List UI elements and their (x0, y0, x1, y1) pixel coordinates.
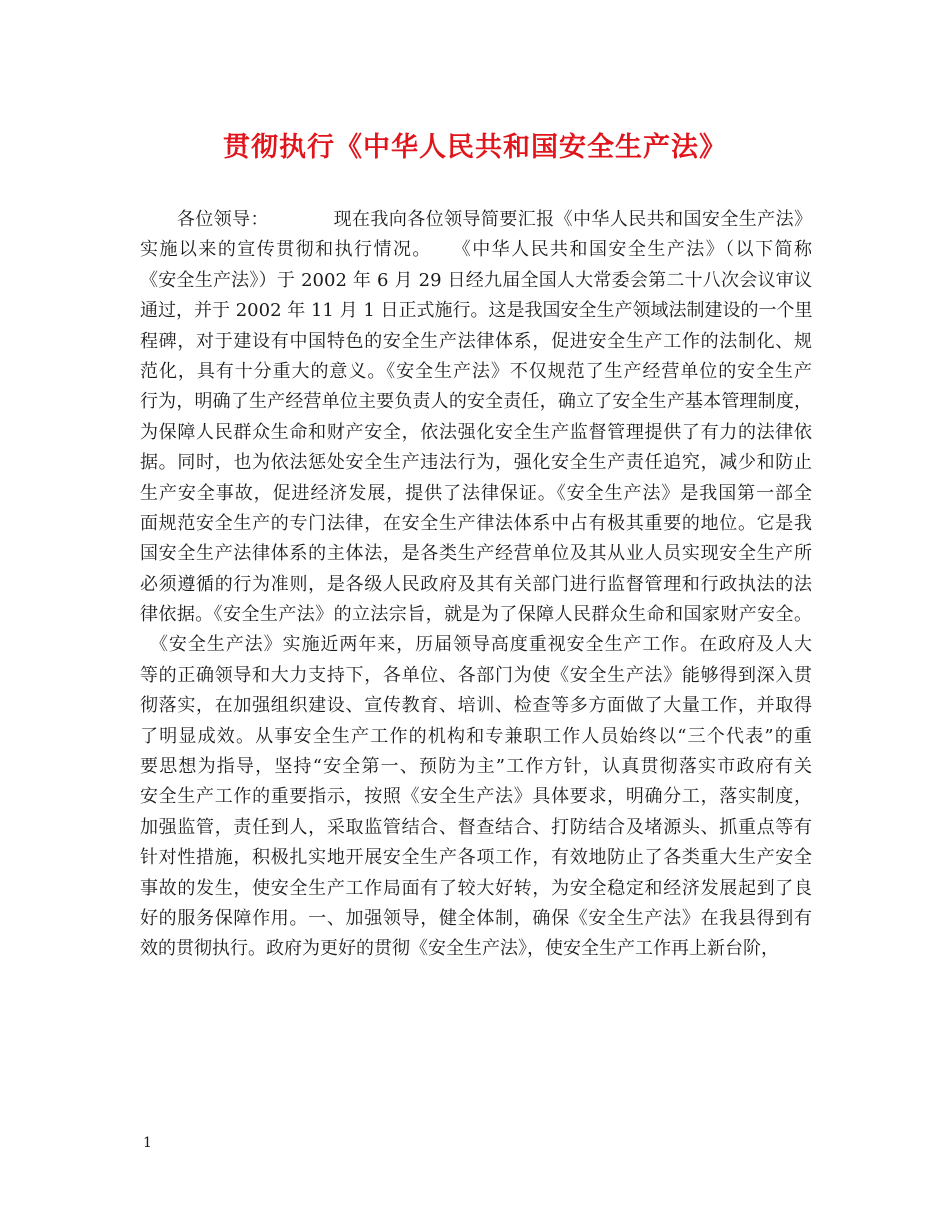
page-number: 1 (143, 1135, 152, 1151)
body-line: 为保障人民群众生命和财产安全，依法强化安全生产监督管理提供了有力的法律依 (140, 421, 812, 443)
body-line: 国安全生产法律体系的主体法，是各类生产经营单位及其从业人员实现安全生产所 (140, 543, 812, 565)
body-line: 事故的发生，使安全生产工作局面有了较大好转，为安全稳定和经济发展起到了良 (140, 877, 812, 899)
body-line: 据。同时，也为依法惩处安全生产违法行为，强化安全生产责任追究，减少和防止 (140, 452, 812, 474)
body-line: 通过，并于 2002 年 11 月 1 日正式施行。这是我国安全生产领域法制建设的一个里 (140, 300, 812, 322)
body-line: 行为，明确了生产经营单位主要负责人的安全责任，确立了安全生产基本管理制度， (140, 391, 812, 413)
body-line: 《安全生产法》）于 2002 年 6 月 29 日经九届全国人大常委会第二十八次会议审议 (140, 269, 812, 291)
body-line: 各位领导： 现在我向各位领导简要汇报《中华人民共和国安全生产法》 (140, 209, 812, 230)
body-line: 效的贯彻执行。政府为更好的贯彻《安全生产法》，使安全生产工作再上新台阶， (140, 938, 779, 960)
body-line: 范化，具有十分重大的意义。《安全生产法》不仅规范了生产经营单位的安全生产 (140, 360, 812, 382)
body-line: 律依据。《安全生产法》的立法宗旨，就是为了保障人民群众生命和国家财产安全。 (140, 604, 812, 626)
body-line: 彻落实，在加强组织建设、宣传教育、培训、检查等多方面做了大量工作，并取得 (140, 695, 812, 717)
body-line: 生产安全事故，促进经济发展，提供了法律保证。《安全生产法》是我国第一部全 (140, 482, 812, 504)
body-line: 实施以来的宣传贯彻和执行情况。 《中华人民共和国安全生产法》（以下简称 (140, 239, 812, 261)
body-line: 面规范安全生产的专门法律，在安全生产律法体系中占有极其重要的地位。它是我 (140, 512, 812, 534)
document-body (140, 205, 812, 965)
body-line: 等的正确领导和大力支持下，各单位、各部门为使《安全生产法》能够得到深入贯 (140, 664, 812, 686)
body-line: 要思想为指导，坚持“安全第一、预防为主”工作方针，认真贯彻落实市政府有关 (140, 756, 812, 778)
body-line: 安全生产工作的重要指示，按照《安全生产法》具体要求，明确分工，落实制度， (140, 786, 812, 808)
body-line: 程碑，对于建设有中国特色的安全生产法律体系，促进安全生产工作的法制化、规 (140, 330, 812, 352)
body-line: 了明显成效。从事安全生产工作的机构和专兼职工作人员始终以“三个代表”的重 (140, 725, 812, 747)
body-line: 《安全生产法》实施近两年来，历届领导高度重视安全生产工作。在政府及人大 (140, 634, 812, 656)
body-line: 必须遵循的行为准则，是各级人民政府及其有关部门进行监督管理和行政执法的法 (140, 573, 812, 595)
body-line: 针对性措施，积极扎实地开展安全生产各项工作，有效地防止了各类重大生产安全 (140, 847, 812, 869)
body-line: 好的服务保障作用。一、加强领导，健全体制，确保《安全生产法》在我县得到有 (140, 907, 812, 929)
body-line: 加强监管，责任到人，采取监管结合、督查结合、打防结合及堵源头、抓重点等有 (140, 816, 812, 838)
document-title: 贯彻执行《中华人民共和国安全生产法》 (223, 132, 727, 163)
